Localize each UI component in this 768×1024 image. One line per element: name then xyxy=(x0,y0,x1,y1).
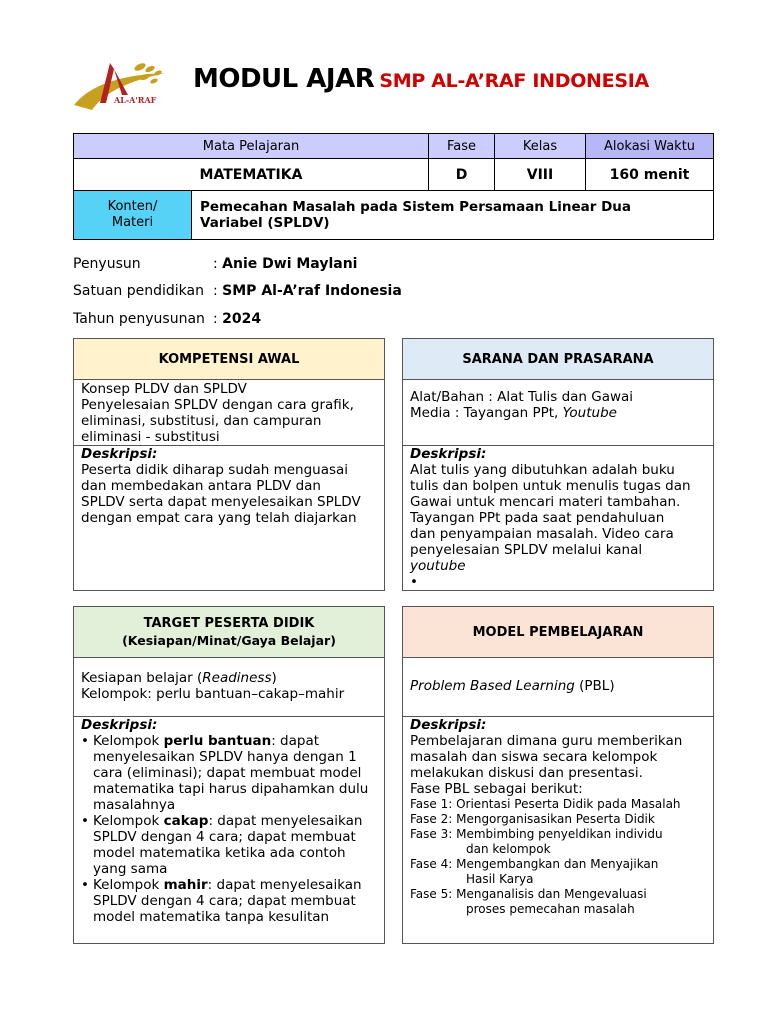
item-prefix: Kelompok xyxy=(93,877,164,893)
model-pembelajaran-box xyxy=(402,606,714,944)
readiness-prefix: Kesiapan belajar ( xyxy=(81,670,203,686)
desc-line: Fase PBL sebagai berikut: xyxy=(410,781,583,797)
item-group: cakap xyxy=(163,813,209,829)
kompetensi-awal-title: KOMPETENSI AWAL xyxy=(74,339,384,380)
empty-bullet: • xyxy=(410,574,418,590)
pbl-phase-list xyxy=(410,797,706,917)
item-group: perlu bantuan xyxy=(163,733,272,749)
sarana-prasarana-description xyxy=(403,446,713,590)
sarana-prasarana-title: SARANA DAN PRASARANA xyxy=(403,339,713,380)
list-item xyxy=(81,877,377,925)
target-readiness xyxy=(74,658,384,717)
target-group-list xyxy=(81,733,377,925)
sarana-line xyxy=(410,405,706,421)
kompetensi-awal-list xyxy=(74,380,384,446)
desc-line: Alat tulis yang dibutuhkan adalah buku xyxy=(410,462,675,478)
pbl-phase: Fase 4: Mengembangkan dan Menyajikan xyxy=(410,857,659,871)
model-line xyxy=(410,678,706,694)
kompetensi-awal-box xyxy=(73,338,385,591)
meta-tahun-penyusunan xyxy=(73,311,261,327)
pbl-phase: Fase 3: Membimbing penyeldikan individu xyxy=(410,827,663,841)
sarana-prasarana-box xyxy=(402,338,714,591)
item-group: mahir xyxy=(163,877,208,893)
model-description xyxy=(403,717,713,917)
model-pbl-abbr: (PBL) xyxy=(574,678,615,694)
model-name xyxy=(403,658,713,717)
pbl-phase-cont: dan kelompok xyxy=(466,842,551,856)
kompetensi-awal-description xyxy=(74,446,384,526)
meta-penyusun xyxy=(73,256,357,272)
info-table xyxy=(73,133,714,240)
pbl-phase-cont: Hasil Karya xyxy=(466,872,534,886)
target-peserta-didik-box xyxy=(73,606,385,944)
meta-sep: : xyxy=(213,256,218,272)
target-line: Kelompok: perlu bantuan–cakap–mahir xyxy=(81,686,345,702)
school-logo xyxy=(70,55,188,117)
title-school: SMP AL-A’RAF INDONESIA xyxy=(379,70,649,92)
desc-line: SPLDV serta dapat menyelesaikan SPLDV xyxy=(81,494,361,510)
desc-line: melakukan diskusi dan presentasi. xyxy=(410,765,643,781)
meta-satuan-pendidikan xyxy=(73,283,402,299)
page-title xyxy=(193,64,649,94)
deskripsi-label: Deskripsi: xyxy=(81,446,158,462)
desc-line: Pembelajaran dimana guru memberikan xyxy=(410,733,683,749)
pbl-phase: Fase 2: Mengorganisasikan Peserta Didik xyxy=(410,812,655,826)
meta-value: SMP Al-A’raf Indonesia xyxy=(222,283,402,299)
value-mata-pelajaran: MATEMATIKA xyxy=(74,159,429,191)
desc-line: masalah dan siswa secara kelompok xyxy=(410,749,658,765)
meta-value: 2024 xyxy=(222,311,262,327)
kompetensi-line: eliminasi, substitusi, dan campuran xyxy=(81,413,322,429)
desc-line: dan penyampaian masalah. Video cara xyxy=(410,526,674,542)
desc-line: Tayangan PPt pada saat pendahuluan xyxy=(410,510,665,526)
konten-value xyxy=(192,191,713,239)
deskripsi-label: Deskripsi: xyxy=(410,717,487,733)
target-title: TARGET PESERTA DIDIK xyxy=(143,616,315,631)
item-desc: : dapat menyelesaikan SPLDV dengan 4 cara; dapat membuat model matematika tanpa kesulitan xyxy=(93,877,362,925)
meta-label: Satuan pendidikan xyxy=(73,283,204,299)
sarana-media-youtube: Youtube xyxy=(562,405,617,421)
sarana-media-label: Media : Tayangan PPt, xyxy=(410,405,563,421)
header-kelas: Kelas xyxy=(495,134,586,159)
desc-line: Gawai untuk mencari materi tambahan. xyxy=(410,494,681,510)
kompetensi-line: Penyelesaian SPLDV dengan cara grafik, xyxy=(81,397,354,413)
desc-line-youtube: youtube xyxy=(410,558,466,574)
pbl-phase: Fase 5: Menganalisis dan Mengevaluasi xyxy=(410,887,647,901)
item-desc: : dapat menyelesaikan SPLDV hanya dengan 1 cara (eliminasi); dapat membuat model matematika tapi harus dipahamkan dulu masalahnya xyxy=(93,733,369,813)
konten-label-line1: Konten/ xyxy=(107,199,158,214)
desc-line: Peserta didik diharap sudah menguasai xyxy=(81,462,349,478)
logo-text: AL-A'RAF xyxy=(114,95,157,105)
desc-line: penyelesaian SPLDV melalui kanal xyxy=(410,542,643,558)
header-mata-pelajaran: Mata Pelajaran xyxy=(74,134,429,159)
list-item xyxy=(81,813,377,877)
deskripsi-label: Deskripsi: xyxy=(410,446,487,462)
item-prefix: Kelompok xyxy=(93,733,164,749)
pbl-phase-cont: proses pemecahan masalah xyxy=(466,902,635,916)
list-item xyxy=(81,733,377,813)
value-fase: D xyxy=(429,159,495,191)
header-fase: Fase xyxy=(429,134,495,159)
meta-value: Anie Dwi Maylani xyxy=(222,256,358,272)
title-main: MODUL AJAR xyxy=(193,64,375,94)
value-kelas: VIII xyxy=(495,159,586,191)
sarana-prasarana-list xyxy=(403,380,713,446)
target-line xyxy=(81,670,377,686)
readiness-suffix: ) xyxy=(271,670,277,686)
konten-label-line2: Materi xyxy=(111,215,154,230)
target-subtitle: (Kesiapan/Minat/Gaya Belajar) xyxy=(122,633,336,648)
meta-sep: : xyxy=(213,283,218,299)
target-peserta-didik-title xyxy=(74,607,384,658)
pbl-phase: Fase 1: Orientasi Peserta Didik pada Masalah xyxy=(410,797,681,811)
item-desc: : dapat menyelesaikan SPLDV dengan 4 cara; dapat membuat model matematika ketika ada contoh yang sama xyxy=(93,813,363,877)
konten-label xyxy=(74,191,192,239)
value-alokasi-waktu: 160 menit xyxy=(586,159,713,191)
item-prefix: Kelompok xyxy=(93,813,164,829)
kompetensi-line: eliminasi - substitusi xyxy=(81,429,220,445)
meta-sep: : xyxy=(213,311,218,327)
deskripsi-label: Deskripsi: xyxy=(81,717,158,733)
desc-line: dengan empat cara yang telah diajarkan xyxy=(81,510,357,526)
readiness-word: Readiness xyxy=(202,670,272,686)
sarana-line: Alat/Bahan : Alat Tulis dan Gawai xyxy=(410,389,634,405)
konten-value-line1: Pemecahan Masalah pada Sistem Persamaan Linear Dua xyxy=(200,199,632,215)
model-pbl-name: Problem Based Learning xyxy=(410,678,575,694)
desc-line: dan membedakan antara PLDV dan xyxy=(81,478,321,494)
konten-value-line2: Variabel (SPLDV) xyxy=(200,215,330,231)
header-alokasi-waktu: Alokasi Waktu xyxy=(586,134,713,159)
meta-label: Penyusun xyxy=(73,256,141,272)
desc-line: tulis dan bolpen untuk menulis tugas dan xyxy=(410,478,691,494)
kompetensi-line: Konsep PLDV dan SPLDV xyxy=(81,381,247,397)
meta-label: Tahun penyusunan xyxy=(73,311,205,327)
model-pembelajaran-title: MODEL PEMBELAJARAN xyxy=(403,607,713,658)
target-description xyxy=(74,717,384,925)
